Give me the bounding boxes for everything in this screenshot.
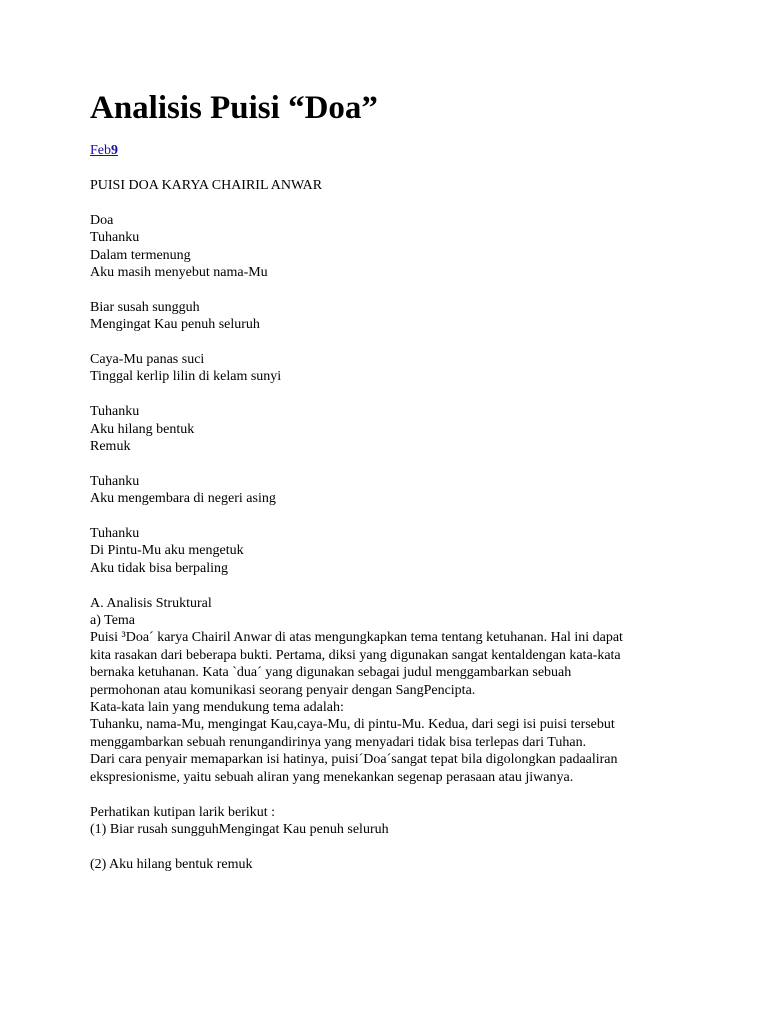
text-line: Biar susah sungguh [90,299,200,315]
text-line: Aku tidak bisa berpaling [90,560,229,576]
text-line: Di Pintu-Mu aku mengetuk [90,543,244,559]
paragraph-gap [90,281,690,298]
paragraph-gap [90,786,690,803]
text-line: Aku masih menyebut nama-Mu [90,265,268,281]
post-date [90,142,118,160]
paragraph-gap [90,194,690,211]
text-line: menggambarkan sebuah renungandirinya yang menyadari tidak bisa terlepas dari Tuhan. [90,734,587,750]
text-line: PUISI DOA KARYA CHAIRIL ANWAR [90,178,323,193]
paragraph-gap [90,508,690,525]
text-line: a) Tema [90,613,136,629]
text-line: Dalam termenung [90,247,191,263]
text-line: Tinggal kerlip lilin di kelam sunyi [90,369,282,385]
text-line: Tuhanku [90,230,140,246]
paragraph-gap [90,838,690,855]
text-line: Doa [90,212,114,228]
text-line: Aku hilang bentuk [90,421,195,437]
text-line: kita rasakan dari beberapa bukti. Pertama, diksi yang digunakan sangat kentaldengan kata-kata [90,647,621,663]
text-line: ekspresionisme, yaitu sebuah aliran yang menekankan segenap perasaan atau jiwanya. [90,769,574,785]
paragraph-gap [90,577,690,594]
text-line: Kata-kata lain yang mendukung tema adalah: [90,700,344,716]
post-date-day: 9 [111,143,118,158]
text-line: Caya-Mu panas suci [90,352,205,368]
text-line: Tuhanku [90,526,140,542]
post-date-link[interactable] [90,143,118,158]
text-line: (2) Aku hilang bentuk remuk [90,856,253,872]
paragraph-gap [90,334,690,351]
text-line: (1) Biar rusah sungguhMengingat Kau penuh seluruh [90,821,389,837]
text-line: Perhatikan kutipan larik berikut : [90,804,276,820]
text-line: Tuhanku [90,404,140,420]
text-line: Aku mengembara di negeri asing [90,491,276,507]
text-line: Mengingat Kau penuh seluruh [90,317,260,333]
article-body [90,177,690,873]
paragraph-gap [90,455,690,472]
text-line: Puisi ³Doa´ karya Chairil Anwar di atas mengungkapkan tema tentang ketuhanan. Hal ini dapat [90,630,623,646]
text-line: Remuk [90,439,131,455]
text-line: A. Analisis Struktural [90,595,212,611]
text-line: Tuhanku [90,473,140,489]
text-line: Dari cara penyair memaparkan isi hatinya, puisi´Doa´sangat tepat bila digolongkan padaaliran [90,752,618,768]
post-date-month: Feb [90,143,111,158]
paragraph-gap [90,386,690,403]
text-line: Tuhanku, nama-Mu, mengingat Kau,caya-Mu, di pintu-Mu. Kedua, dari segi isi puisi tersebut [90,717,615,733]
text-line: bernaka ketuhanan. Kata `dua´ yang digunakan sebagai judul menggambarkan sebuah [90,665,572,681]
text-line: permohonan atau komunikasi seorang penyair dengan SangPencipta. [90,682,476,698]
page-title: Analisis Puisi “Doa” [90,90,378,126]
